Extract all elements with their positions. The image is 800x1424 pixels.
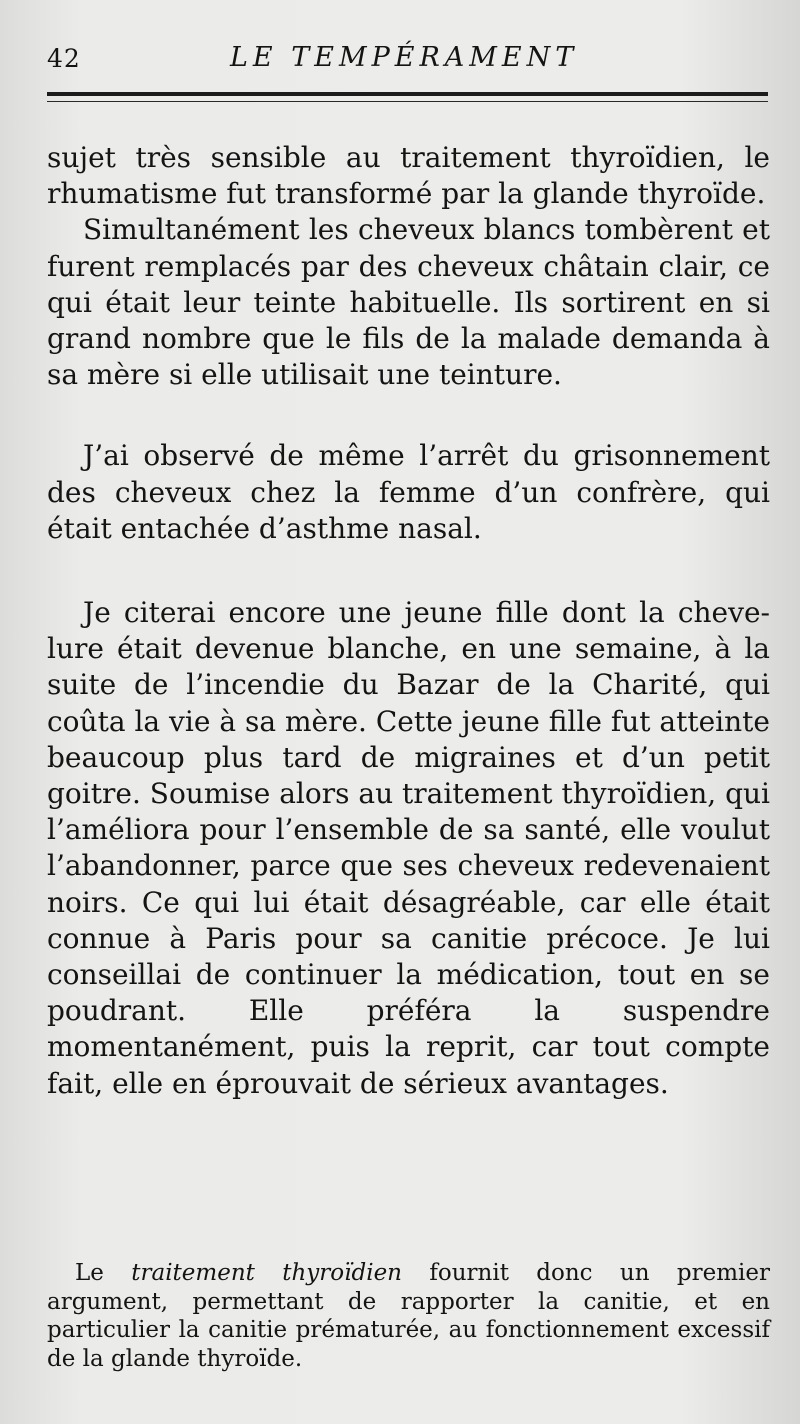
header-rule-thick xyxy=(47,92,768,96)
summary-note xyxy=(47,1259,770,1373)
paragraph-hair-color: Simultanément les cheveux blancs tombèrent et furent remplacés par des cheveux châtain clair, ce qui était leur teinte habituelle. Ils sortirent en si grand nombre que le fils de la malade demanda à sa mère si elle utilisait une teinture. xyxy=(47,213,770,392)
summary-note-lead: Le xyxy=(75,1260,104,1286)
header-rule-thin xyxy=(47,101,768,102)
running-head xyxy=(47,40,770,80)
page-number: 42 xyxy=(47,44,81,73)
summary-note-text: fournit donc un premier argument, permettant de rapporter la canitie, et en particulier la canitie prématurée, au fonctionnement excessif de la glande thyroïde. xyxy=(47,1260,770,1372)
running-title: LE TEMPÉRAMENT xyxy=(230,42,579,73)
paragraph-case-young-woman: Je citerai encore une jeune fille dont la chevelure était devenue blanche, en une semaine, à la suite de l’incendie du Bazar de la Charité, qui coûta la vie à sa mère. Cette jeune fille fut atteinte beaucoup plus tard de migraines et d’un petit goitre. Soumise alors au traitement thyroïdien, qui l’améliora pour l’ensemble de sa santé, elle voulut l’abandonner, parce que ses cheveux redevenaient noirs. Ce qui lui était désagréable, car elle était connue à Paris pour sa canitie précoce. Je lui conseillai de continuer la médication, tout en se poudrant. Elle préféra la suspendre momentanément, puis la reprit, car tout compte fait, elle en éprouvait de sérieux avantages. xyxy=(47,596,770,1100)
paragraph-observation: J’ai observé de même l’arrêt du grisonnement des cheveux chez la femme d’un confrère, qui était entachée d’asthme nasal. xyxy=(47,439,770,545)
summary-note-emphasis: traitement thyroïdien xyxy=(131,1260,402,1286)
body-text xyxy=(47,140,770,1102)
paragraph-continuation: sujet très sensible au traitement thyroïdien, le rhumatisme fut transformé par la glande thyroïde. xyxy=(47,141,770,211)
